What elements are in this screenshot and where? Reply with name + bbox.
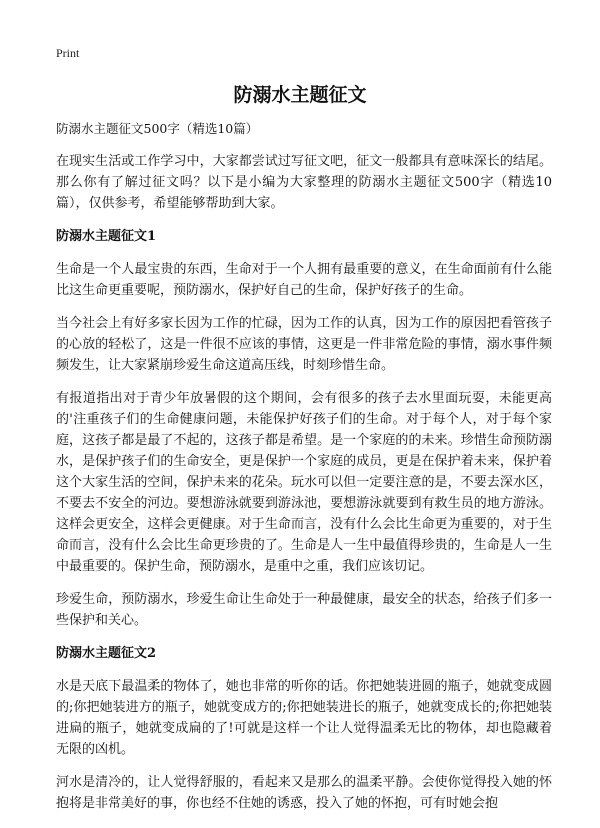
section-paragraph: 当今社会上有好多家长因为工作的忙碌，因为工作的认真，因为工作的原因把看管孩子的心放的轻松了，这是一件很不应该的事情，这更是一件非常危险的事情，溺水事件频频发生，让大家紧崩珍爱生命这道高压线，时刻珍惜生命。 — [56, 316, 552, 373]
section-paragraph: 珍爱生命，预防溺水，珍爱生命让生命处于一种最健康，最安全的状态，给孩子们多一些保护和关心。 — [56, 592, 552, 628]
essay-section-1 — [56, 226, 552, 631]
section-paragraph: 有报道指出对于青少年放暑假的这个期间，会有很多的孩子去水里面玩耍，未能更高的'注重孩子们的生命健康问题，未能保护好孩子们的生命。对于每个人，对于每个家庭，这孩子都是最了不起的，这孩子都是希望。是一个家庭的的未来。珍惜生命预防溺水，是保护孩子们的生命安全，更是保护一个家庭的成员，更是在保护着未来，保护着这个大家生活的空间，保护未来的花朵。玩水可以但一定要注意的是，不要去深水区，不要去不安全的河边。要想游泳就要到游泳池，要想游泳就要到有救生员的地方游泳。这样会更安全，这样会更健康。对于生命而言，没有什么会比生命更为重要的，对于生命而言，没有什么会比生命更珍贵的了。生命是人一生中最值得珍贵的，生命是人一生中最重要的。保护生命，预防溺水，是重中之重，我们应该切记。 — [56, 391, 552, 574]
section-heading: 防溺水主题征文1 — [56, 229, 157, 244]
page-title: 防溺水主题征文 — [233, 84, 367, 106]
article-subtitle: 防溺水主题征文500字（精选10篇） — [56, 121, 259, 136]
section-heading: 防溺水主题征文2 — [56, 646, 157, 661]
article-body — [56, 118, 552, 826]
section-paragraph: 河水是清冷的，让人觉得舒服的，看起来又是那么的温柔平静。会使你觉得投入她的怀抱将是非常美好的事，你也经不住她的诱惑，投入了她的怀抱，可有时她会抱 — [56, 775, 552, 811]
print-link[interactable]: Print — [56, 46, 80, 60]
essay-section-2 — [56, 643, 552, 814]
intro-paragraph: 在现实生活或工作学习中，大家都尝试过写征文吧，征文一般都具有意味深长的结尾。那么你有了解过征文吗？以下是小编为大家整理的防溺水主题征文500字（精选10篇），仅供参考，希望能够帮助到大家。 — [56, 154, 552, 211]
section-paragraph: 水是天底下最温柔的物体了，她也非常的听你的话。你把她装进圆的瓶子，她就变成圆的;你把她装进方的瓶子，她就变成方的;你把她装进长的瓶子，她就变成长的;你把她装进扁的瓶子，她就变成扁的了!可就是这样一个让人觉得温柔无比的物体，却也隐藏着无限的凶机。 — [56, 679, 552, 757]
section-paragraph: 生命是一个人最宝贵的东西，生命对于一个人拥有最重要的意义，在生命面前有什么能比这生命更重要呢，预防溺水，保护好自己的生命，保护好孩子的生命。 — [56, 262, 552, 298]
